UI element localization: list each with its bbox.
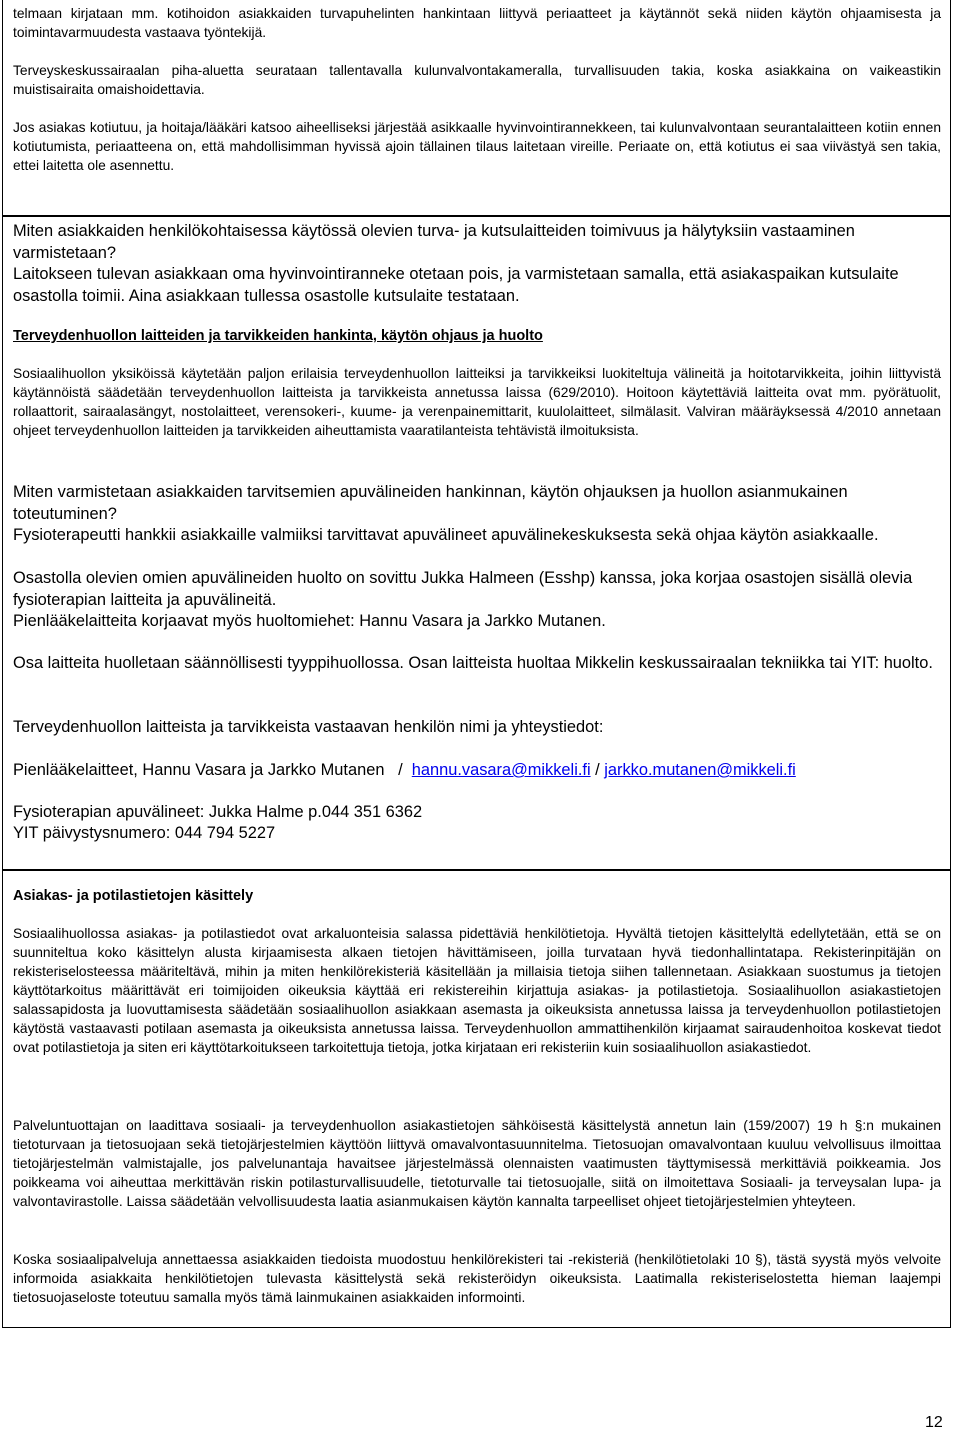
paragraph-discharge-devices: Jos asiakas kotiutuu, ja hoitaja/lääkäri katsoo aiheelliseksi järjestää asikkaalle hyvinvointirannekkeen, tai kulunvalvontaan seurantalaitteen kotiin ennen kotiutumista, periaatteena on, että mahdollisimman hyvissä ajoin tällainen tilaus laitetaan vireille. Periaate on, että kotiutus ei saa viivästyä sen takia, ettei laitetta ole asennettu. — [13, 120, 941, 173]
heading-health-devices: Terveydenhuollon laitteiden ja tarvikkeiden hankinta, käytön ohjaus ja huolto — [13, 328, 543, 344]
heading-contact-person: Terveydenhuollon laitteista ja tarvikkeista vastaavan henkilön nimi ja yhteystiedot: — [13, 718, 604, 736]
email-link-hannu[interactable]: hannu.vasara@mikkeli.fi — [411, 761, 591, 779]
section-box-devices — [2, 216, 951, 870]
yit-contact-line: YIT päivystysnumero: 044 794 5227 — [13, 824, 276, 842]
contact-line — [13, 760, 941, 782]
heading-client-data: Asiakas- ja potilastietojen käsittely — [13, 888, 254, 904]
physio-contact-line: Fysioterapian apuvälineet: Jukka Halme p.044 351 6362 — [13, 803, 423, 821]
paragraph-client-data-2: Palveluntuottajan on laadittava sosiaali- ja terveydenhuollon asiakastietojen sähköisestä käsittelystä annetun lain (159/2007) 19 h §:n mukainen tietoturvaan ja tietosuojaan sekä tietojärjestelmien käyttöön liittyvä omavalvontasuunnitelma. Tietosuojan omavalvontaan kuuluu velvollisuus ilmoittaa tietojärjestelmän valmistajalle, jos palvelunantaja havaitsee järjestelmässä olennaisten vaatimusten täyttymisessä merkittäviä poikkeamia. Jos poikkeama voi aiheuttaa merkittävän riskin potilasturvallisuudelle, tietoturvalle tai tietosuojalle, siitä on ilmoitettava Sosiaali- ja terveysalan lupa- ja valvontavirastolle. Laissa säädetään velvollisuudesta laatia asianmukaisen käytön kannalta tarpeelliset ohjeet tietojärjestelmien yhteyteen. — [13, 1118, 941, 1209]
email-separator: / — [590, 761, 605, 779]
answer-aids-line-2: Osastolla olevien omien apuvälineiden huolto on sovittu Jukka Halmeen (Esshp) kanssa, joka korjaa osastojen sisällä olevia fysioterapian laitteita ja apuvälineitä. — [13, 569, 913, 609]
email-link-jarkko[interactable]: jarkko.mutanen@mikkeli.fi — [604, 761, 796, 779]
page-number: 12 — [925, 1414, 943, 1431]
paragraph-client-data-1: Sosiaalihuollossa asiakas- ja potilastiedot ovat arkaluonteisia salassa pidettäviä henkilötietoja. Hyvältä tietojen käsittelyltä edellytetään, että se on suunniteltua koko käsittelyn alusta kirjaamisesta alkaen tietojen hävittämiseen, joilla turvataan hyvä tiedonhallintatapa. Rekisterinpitäjän on rekisteriselosteessa määriteltävä, mihin ja miten henkilörekisteriä käsitellään ja millaisia tietoja siihen tallennetaan. Asiakkaan suostumus ja tietojen käyttötarkoitus määrittävät eri toimijoiden oikeuksia käyttää eri rekistereihin kirjattuja asiakas- ja potilastietoja. Sosiaalihuollon asiakastietojen salassapidosta ja luovuttamisesta säädetään sosiaalihuollon asiakkaan asemasta ja oikeuksista annetussa laissa ja terveydenhuollon potilastietojen käytöstä vastaavasti potilaan asemasta ja oikeuksista annetussa laissa. Terveydenhuollon ammattihenkilön kirjaamat sairaudenhoitoa koskevat tiedot ovat potilastietoja ja siten eri käyttötarkoitukseen tarkoitettuja tietoja, jotka kirjataan eri rekisteriin kuin sosiaalihuollon asiakastiedot. — [13, 926, 941, 1055]
answer-alarm-devices: Laitokseen tulevan asiakkaan oma hyvinvointiranneke otetaan pois, ja varmistetaan samalla, että asiakaspaikan kutsulaite osastolla toimii. Aina asiakkaan tullessa osastolle kutsulaite testataan. — [13, 265, 899, 305]
section-box-safety — [2, 0, 951, 216]
paragraph-client-data-3: Koska sosiaalipalveluja annettaessa asiakkaiden tiedoista muodostuu henkilörekisteri tai -rekisteriä (henkilötietolaki 10 §), tästä syystä myös velvoite informoida asiakkaita henkilötietojen tulevasta käsittelystä sekä rekisteröidyn oikeuksista. Laatimalla rekisteriselostetta hieman laajempi tietosuojaseloste toteutuu samalla myös tämä lainmukainen asiakkaiden informointi. — [13, 1252, 941, 1305]
paragraph-safety-phones: telmaan kirjataan mm. kotihoidon asiakkaiden turvapuhelinten hankintaan liittyvä periaatteet ja käytännöt sekä niiden käytön ohjaamisesta ja toimintavarmuudesta vastaava työntekijä. — [13, 6, 941, 40]
section-box-client-data — [2, 870, 951, 1328]
contact-names: Pienlääkelaitteet, Hannu Vasara ja Jarkko Mutanen — [13, 761, 385, 779]
paragraph-health-devices: Sosiaalihuollon yksiköissä käytetään paljon erilaisia terveydenhuollon laitteiksi ja tarvikkeiksi luokiteltuja välineitä ja hoitotarvikkeita, joihin liittyvistä käytännöistä säädetään terveydenhuollon laitteista ja tarvikkeista annetussa laissa (629/2010). Hoitoon käytettäviä laitteita ovat mm. pyörätuolit, rollaattorit, sairaalasängyt, nostolaitteet, verensokeri-, kuume- ja verenpainemittarit, kuulolaitteet, silmälasit. Valviran määräyksessä 4/2010 annetaan ohjeet terveydenhuollon laitteiden ja tarvikkeiden aiheuttamista vaaratilanteista tehtävistä ilmoituksista. — [13, 366, 941, 438]
question-alarm-devices: Miten asiakkaiden henkilökohtaisessa käytössä olevien turva- ja kutsulaitteiden toimivuus ja hälytyksiin vastaaminen varmistetaan? — [13, 222, 855, 262]
contact-separator: / — [384, 761, 412, 779]
answer-aids-line-1: Fysioterapeutti hankkii asiakkaille valmiiksi tarvittavat apuvälineet apuvälinekeskuksesta sekä ohjaa käytön asiakkaalle. — [13, 526, 879, 544]
answer-aids-line-3: Pienlääkelaitteita korjaavat myös huoltomiehet: Hannu Vasara ja Jarkko Mutanen. — [13, 612, 606, 630]
question-aids: Miten varmistetaan asiakkaiden tarvitsemien apuvälineiden hankinnan, käytön ohjauksen ja huollon asianmukainen toteutuminen? — [13, 483, 848, 523]
paragraph-camera-surveillance: Terveyskeskussairaalan piha-aluetta seurataan tallentavalla kulunvalvontakameralla, turvallisuuden takia, koska asiakkaina on vaikeastikin muistisairaita omaishoidettavia. — [13, 63, 941, 97]
paragraph-maintenance: Osa laitteita huolletaan säännöllisesti tyyppihuollossa. Osan laitteista huoltaa Mikkelin keskussairaalan tekniikka tai YIT: huolto. — [13, 654, 933, 672]
